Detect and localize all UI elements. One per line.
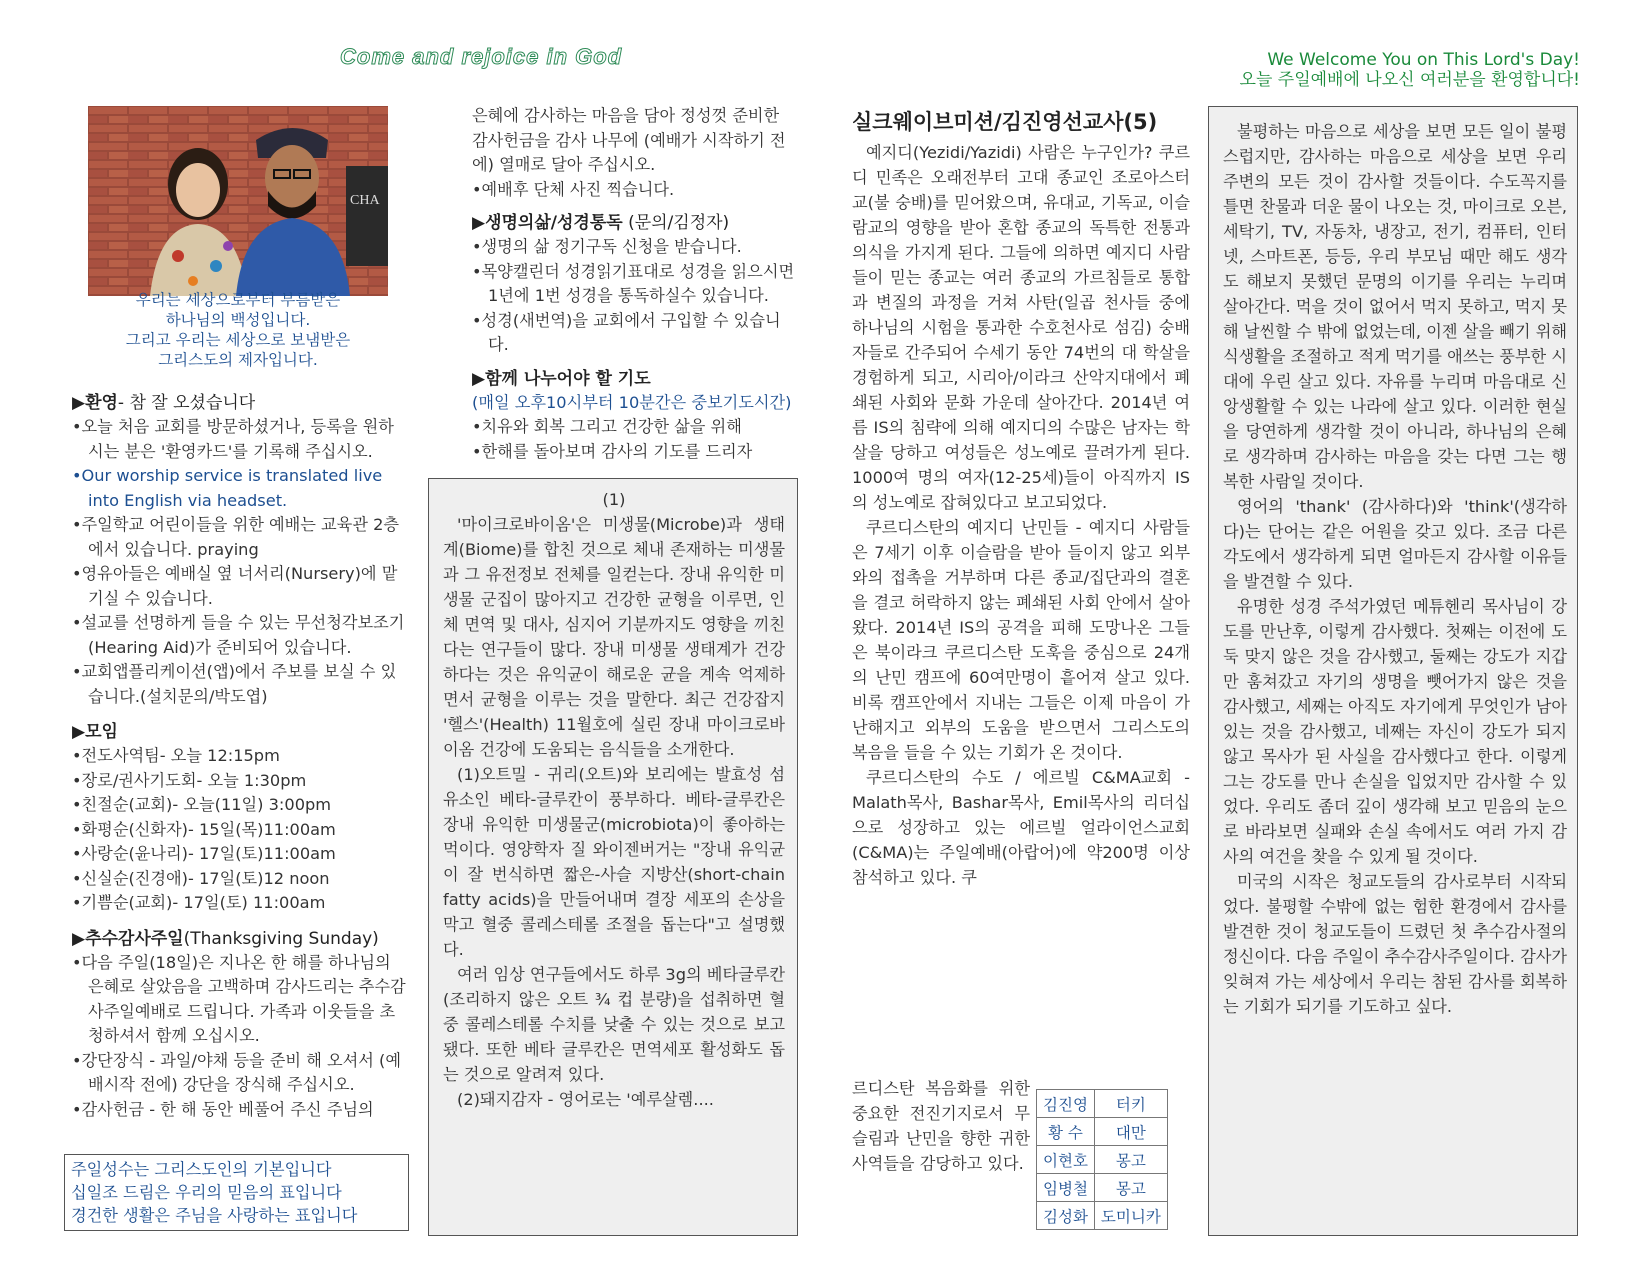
welcome-item: •교회앱플리케이션(앱)에서 주보를 보실 수 있습니다.(설치문의/박도엽)	[72, 662, 397, 706]
photo-illustration	[88, 106, 388, 296]
article-paragraph: 여러 임상 연구들에서도 하루 3g의 베타글루칸(조리하지 않은 오트 ¾ 컵 분량)을 섭취하면 혈중 콜레스테롤 수치를 낮출 수 있는 것으로 보고됐다. 또한 베타 글루칸은 면역세포 활성화도 돕는 것으로 알려져 있다.	[443, 965, 785, 1084]
missionary-country: 도미니카	[1094, 1202, 1167, 1230]
thanksgiving-item: •다음 주일(18일)은 지나온 한 해를 하나님의 은혜로 살았음을 고백하며 감사드리는 추수감사주일예배로 드립니다. 가족과 이웃들을 초청하셔서 함께 오십시오.	[72, 952, 406, 1045]
prayer-subtitle: (매일 오후10시부터 10분간은 중보기도시간)	[472, 392, 792, 412]
bible-heading: ▶생명의삶/성경통독 (문의/김정자)	[472, 213, 730, 233]
missionary-name: 임병철	[1037, 1174, 1095, 1202]
thanksgiving-heading: ▶추수감사주일(Thanksgiving Sunday)	[72, 928, 379, 949]
notice-line: 주일성수는 그리스도인의 기본입니다	[71, 1160, 332, 1179]
article-paragraph: (2)돼지감자 - 영어로는 '예루살렘....	[457, 1090, 714, 1109]
mission-column	[852, 106, 1190, 890]
table-row	[1037, 1174, 1168, 1202]
caption-line: 하나님의 백성입니다.	[165, 311, 311, 329]
article-number: (1)	[602, 490, 626, 509]
prayer-item: •치유와 회복 그리고 건강한 삶을 위해	[472, 417, 742, 436]
notice-box	[64, 1154, 409, 1231]
bible-item: •성경(새번역)을 교회에서 구입할 수 있습니다.	[472, 310, 781, 354]
notice-line: 경건한 생활은 주님을 사랑하는 표입니다	[71, 1206, 358, 1225]
gratitude-essay-box	[1208, 106, 1578, 1236]
meeting-item: •친절순(교회)- 오늘(11일) 3:00pm	[72, 795, 332, 814]
missionary-table	[1036, 1089, 1168, 1230]
missionary-country: 몽고	[1094, 1146, 1167, 1174]
missionary-country: 몽고	[1094, 1174, 1167, 1202]
welcome-item: •설교를 선명하게 들을 수 있는 무선청각보조기(Hearing Aid)가 준비되어 있습니다.	[72, 613, 405, 657]
essay-paragraph: 불평하는 마음으로 세상을 보면 모든 일이 불평스럽지만, 감사하는 마음으로 세상을 보면 우리 주변의 모든 것이 감사할 것들이다. 수도꼭지를 틀면 찬물과 더운 물이 나오는 것, 마이크로 오븐, 세탁기, TV, 자동차, 냉장고, 전기, 컴퓨터, 인터넷, 스마트폰, 등등, 우리 부모님 때만 해도 생각도 해보지 못했던 문명의 이기를 우리는 누리며 살아간다. 먹을 것이 없어서 먹지 못하고, 먹지 못해 날씬할 수 밖에 없었는데, 이젠 살을 빼기 위해 식생활을 조절하고 적게 먹기를 애쓰는 풍부한 시대에 우린 살고 있다. 자유를 누리며 마음대로 신앙생활할 수 있는 나라에 살고 있다. 이러한 현실을 당연하게 생각할 것이 아니라, 하나님의 은혜로 생각하며 감사하는 마음을 갖는 다면 그는 행복한 사람일 것이다.	[1223, 122, 1567, 491]
welcome-item-english: •Our worship service is translated live into English via headset.	[72, 466, 383, 510]
prayer-item: •한해를 돌아보며 감사의 기도를 드리자	[472, 441, 753, 461]
mission-paragraph: 쿠르디스탄의 예지디 난민들 - 예지디 사람들은 7세기 이후 이슬람을 받아 들이지 않고 외부와의 접촉을 거부하며 다른 종교/집단과의 결혼을 결코 허락하지 않는 폐쇄된 사회 안에서 살아왔다. 2014년 IS의 공격을 피해 도망나온 그들은 북이라크 쿠르디스탄 도훅을 중심으로 24개의 난민 캠프에 60여만명이 흩어져 살고 있다. 비록 캠프안에서 지내는 그들은 이제 마음이 가난해지고 외부의 도움을 받으면서 그리스도의 복음을 들을 수 있는 기회가 온 것이다.	[852, 518, 1190, 762]
health-article-box	[428, 478, 798, 1236]
welcome-item: •주일학교 어린이들을 위한 예배는 교육관 2층에서 있습니다. praying	[72, 515, 400, 559]
welcome-item: •오늘 처음 교회를 방문하셨거나, 등록을 원하시는 분은 '환영카드'를 기록해 주십시오.	[72, 417, 394, 461]
mission-title: 실크웨이브미션/김진영선교사(5)	[852, 110, 1158, 134]
table-row	[1037, 1090, 1168, 1118]
essay-paragraph: 미국의 시작은 청교도들의 감사로부터 시작되었다. 불평할 수밖에 없는 험한 환경에서 감사를 발견한 것이 청교도들이 드렸던 첫 추수감사절의 정신이다. 다음 주일이 추수감사주일이다. 감사가 잊혀져 가는 세상에서 우리는 참된 감사를 회복하는 기회가 되기를 기도하고 싶다.	[1223, 872, 1567, 1016]
photo-caption	[88, 290, 388, 370]
article-paragraph: '마이크로바이옴'은 미생물(Microbe)과 생태계(Biome)를 합친 것으로 체내 존재하는 미생물과 그 유전정보 전체를 일컫는다. 장내 유익한 미생물 군집이 많아지고 건강한 균형을 이루면, 인체 면역 및 대사, 심지어 기분까지도 영향을 끼친다는 연구들이 많다. 장내 미생물 생태계가 건강하다는 것은 유익균이 해로운 균을 계속 억제하면서 균형을 이루는 것을 말한다. 최근 건강잡지 '헬스'(Health) 11월호에 실린 장내 마이크로바이옴 건강에 도움되는 음식들을 소개한다.	[443, 515, 785, 759]
meeting-item: •신실순(진경애)- 17일(토)12 noon	[72, 868, 330, 888]
header-welcome	[1240, 50, 1580, 90]
mission-tail-text: 르디스탄 복음화를 위한 중요한 전진기지로서 무슬림과 난민을 향한 귀한 사역들을 감당하고 있다.	[852, 1079, 1030, 1173]
offering-continued: 은혜에 감사하는 마음을 담아 정성껏 준비한 감사헌금을 감사 나무에 (예배가 시작하기 전에) 열매로 달아 주십시오.	[472, 106, 786, 174]
bible-item: •생명의 삶 정기구독 신청을 받습니다.	[472, 237, 742, 256]
thanksgiving-item: •강단장식 - 과일/야채 등을 준비 해 오셔서 (예배시작 전에) 강단을 장식해 주십시오.	[72, 1050, 402, 1094]
meeting-item: •화평순(신화자)- 15일(목)11:00am	[72, 819, 336, 839]
welcome-korean: 오늘 주일예배에 나오신 여러분을 환영합니다!	[1239, 70, 1580, 90]
meetings-heading: ▶모임	[72, 722, 118, 742]
missionary-country: 터키	[1094, 1090, 1167, 1118]
notice-line: 십일조 드림은 우리의 믿음의 표입니다	[71, 1183, 342, 1202]
announcements-column	[72, 384, 407, 1122]
mission-paragraph: 쿠르디스탄의 수도 / 에르빌 C&MA교회 - Malath목사, Bashar목사, Emil목사의 리더십으로 성장하고 있는 에르빌 얼라이언스교회(C&MA)는 주일예배(아랍어)에 약200명 이상 참석하고 있다. 쿠	[852, 768, 1190, 887]
meeting-item: •사랑순(윤나리)- 17일(토)11:00am	[72, 844, 336, 863]
mission-tail	[852, 1076, 1030, 1176]
caption-line: 그리고 우리는 세상으로 보냄받은	[125, 331, 351, 349]
missionary-name: 이현호	[1037, 1146, 1095, 1174]
couple-photo	[88, 106, 388, 296]
meeting-item: •전도사역팀- 오늘 12:15pm	[72, 746, 280, 765]
header-motto: Come and rejoice in God	[340, 44, 623, 69]
svg-text:CHA: CHA	[350, 193, 380, 208]
missionary-name: 황 수	[1037, 1118, 1095, 1146]
prayer-heading: ▶함께 나누어야 할 기도	[472, 368, 651, 389]
meeting-item: •장로/권사기도회- 오늘 1:30pm	[72, 770, 307, 790]
caption-line: 그리스도의 제자입니다.	[158, 351, 318, 369]
mission-paragraph: 예지디(Yezidi/Yazidi) 사람은 누구인가? 쿠르디 민족은 오래전부터 고대 종교인 조로아스터교(불 숭배)를 믿어왔으며, 유대교, 기독교, 이슬람교의 영향을 받아 혼합 종교의 독특한 전통과 의식을 가지게 된다. 그들에 의하면 예지디 사람들이 믿는 종교는 여러 종교의 가르침들로 통합과 변질의 과정을 거쳐 사탄(일곱 천사들 중에 하나님의 시험을 통과한 수호천사로 섬김) 숭배자들로 간주되어 수세기 동안 74번의 대 학살을 경험하게 되고, 시리아/이라크 산악지대에서 폐쇄된 사회와 문화 가운데 살아간다. 2014년 여름 IS의 침략에 의해 예지디의 수많은 남자는 학살을 당하고 여성들은 성노예로 끌려가게 된다. 1000여 명의 여자(12-25세)들이 아직까지 IS의 성노예로 잡혀있다고 보고되었다.	[852, 143, 1190, 512]
missionary-name: 김성화	[1037, 1202, 1095, 1230]
missionary-name: 김진영	[1037, 1090, 1095, 1118]
photo-notice: •예배후 단체 사진 찍습니다.	[472, 179, 675, 199]
caption-line: 우리는 세상으로부터 부름받은	[135, 291, 341, 309]
welcome-heading: ▶환영- 참 잘 오셨습니다	[72, 393, 256, 413]
thanksgiving-item: •감사헌금 - 한 해 동안 베풀어 주신 주님의	[72, 1099, 374, 1119]
essay-paragraph: 영어의 'thank' (감사하다)와 'think'(생각하다)는 단어는 같은 어원을 갖고 있다. 조금 다른 각도에서 생각하게 되면 얼마든지 감사할 이유들을 발견할 수 있다.	[1223, 497, 1567, 591]
article-paragraph: (1)오트밀 - 귀리(오트)와 보리에는 발효성 섬유소인 베타-글루칸이 풍부하다. 베타-글루칸은 장내 유익한 미생물군(microbiota)이 좋아하는 먹이다. 영양학자 질 와이젠버거는 "장내 유익균이 잘 번식하면 짧은-사슬 지방산(short-chain fatty acids)을 만들어내며 결장 세포의 손상을 막고 혈중 콜레스테롤 조절을 돕는다"고 설명했다.	[443, 765, 785, 959]
bible-item: •목양캘린더 성경읽기표대로 성경을 읽으시면 1년에 1번 성경을 통독하실수 있습니다.	[472, 261, 795, 305]
table-row	[1037, 1118, 1168, 1146]
welcome-item: •영유아들은 예배실 옆 너서리(Nursery)에 맡기실 수 있습니다.	[72, 564, 398, 608]
column-two	[472, 104, 797, 464]
welcome-english: We Welcome You on This Lord's Day!	[1267, 50, 1580, 70]
meeting-item: •기쁨순(교회)- 17일(토) 11:00am	[72, 893, 326, 912]
missionary-country: 대만	[1094, 1118, 1167, 1146]
table-row	[1037, 1202, 1168, 1230]
essay-paragraph: 유명한 성경 주석가였던 메튜헨리 목사님이 강도를 만난후, 이렇게 감사했다. 첫째는 이전에 도둑 맞지 않은 것을 감사했고, 둘째는 강도가 지갑만 훔쳐갔고 자기의 생명을 뺏어가지 않은 것을 감사했고, 세째는 아직도 자기에게 무엇인가 남아 있는 것을 감사했고, 네째는 자신이 강도가 되지 않고 목사가 된 사실을 감사했다고 한다. 이렇게 그는 강도를 만나 손실을 입었지만 감사할 수 있었다. 우리도 좀더 깊이 생각해 보고 믿음의 눈으로 바라보면 실패와 손실 속에서도 여러 가지 감사의 여건을 찾을 수 있게 될 것이다.	[1223, 597, 1567, 866]
table-row	[1037, 1146, 1168, 1174]
